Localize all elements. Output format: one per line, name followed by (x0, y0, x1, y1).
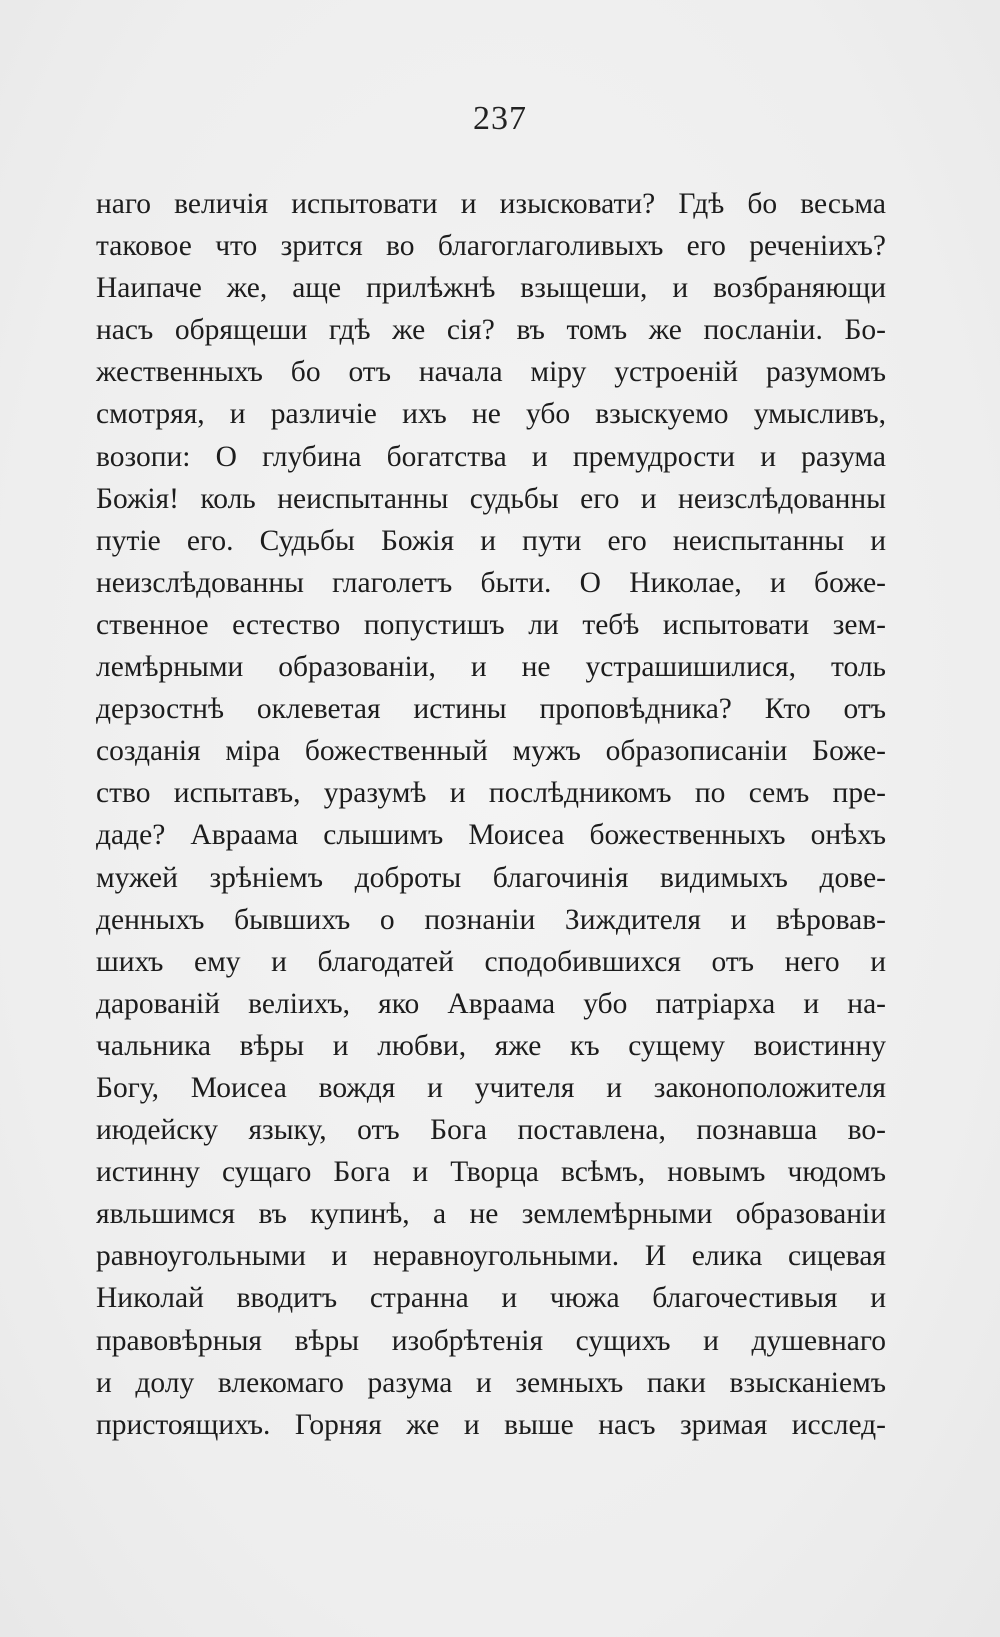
text-line: Николай вводитъ странна и чюжа благочестивыя и (96, 1282, 886, 1315)
text-line: дерзостнѣ оклеветая истины проповѣдника? Кто отъ (96, 693, 886, 726)
text-line: денныхъ бывшихъ о познаніи Зиждителя и вѣровав- (96, 903, 886, 936)
text-line: Богу, Моисеа вождя и учителя и законоположителя (96, 1071, 886, 1104)
text-line: ство испытавъ, уразумѣ и послѣдникомъ по семъ пре- (96, 777, 886, 810)
text-line: мужей зрѣніемъ доброты благочинія видимыхъ дове- (96, 861, 886, 894)
text-line: шихъ ему и благодатей сподобившихся отъ него и (96, 945, 886, 978)
text-line: путіе его. Судьбы Божія и пути его неиспытанны и (96, 524, 886, 557)
text-line: таковое что зрится во благоглаголивыхъ его реченіихъ? (96, 230, 886, 263)
text-line: равноугольными и неравноугольными. И елика сицевая (96, 1240, 886, 1273)
page-number: 237 (473, 100, 527, 137)
text-line: насъ обрящеши гдѣ же сія? въ томъ же посланіи. Бо- (96, 314, 886, 347)
text-line: возопи: О глубина богатства и премудрости и разума (96, 440, 886, 473)
text-line: лемѣрными образованіи, и не устрашишилися, толь (96, 651, 886, 684)
text-line: истинну сущаго Бога и Творца всѣмъ, новымъ чюдомъ (96, 1156, 886, 1189)
text-line: смотряя, и различіе ихъ не убо взыскуемо умысливъ, (96, 398, 886, 431)
text-line: чальника вѣры и любви, яже къ сущему воистинну (96, 1029, 886, 1062)
text-line: правовѣрныя вѣры изобрѣтенія сущихъ и душевнаго (96, 1324, 886, 1357)
text-line: и долу влекомаго разума и земныхъ паки взысканіемъ (96, 1366, 886, 1399)
text-line: явльшимся въ купинѣ, а не землемѣрными образованіи (96, 1198, 886, 1231)
text-line: наго величія испытовати и изысковати? Гдѣ бо весьма (96, 188, 886, 220)
body-text (96, 183, 886, 1446)
text-line: неизслѣдованны глаголетъ быти. О Николае, и боже- (96, 566, 886, 599)
text-line: июдейску языку, отъ Бога поставлена, познавша во- (96, 1114, 886, 1147)
text-line: Божія! коль неиспытанны судьбы его и неизслѣдованны (96, 482, 886, 515)
text-line: дарованій веліихъ, яко Авраама убо патріарха и на- (96, 987, 886, 1020)
text-line: даде? Авраама слышимъ Моисеа божественныхъ онѣхъ (96, 819, 886, 852)
text-line: созданія міра божественный мужъ образописаніи Боже- (96, 735, 886, 768)
text-line: Наипаче же, аще прилѣжнѣ взыщеши, и возбраняющи (96, 272, 886, 305)
text-line: жественныхъ бо отъ начала міру устроеній разумомъ (96, 356, 886, 389)
text-line: ственное естество попустишъ ли тебѣ испытовати зем- (96, 608, 886, 641)
text-line: пристоящихъ. Горняя же и выше насъ зримая исслед- (96, 1408, 886, 1441)
